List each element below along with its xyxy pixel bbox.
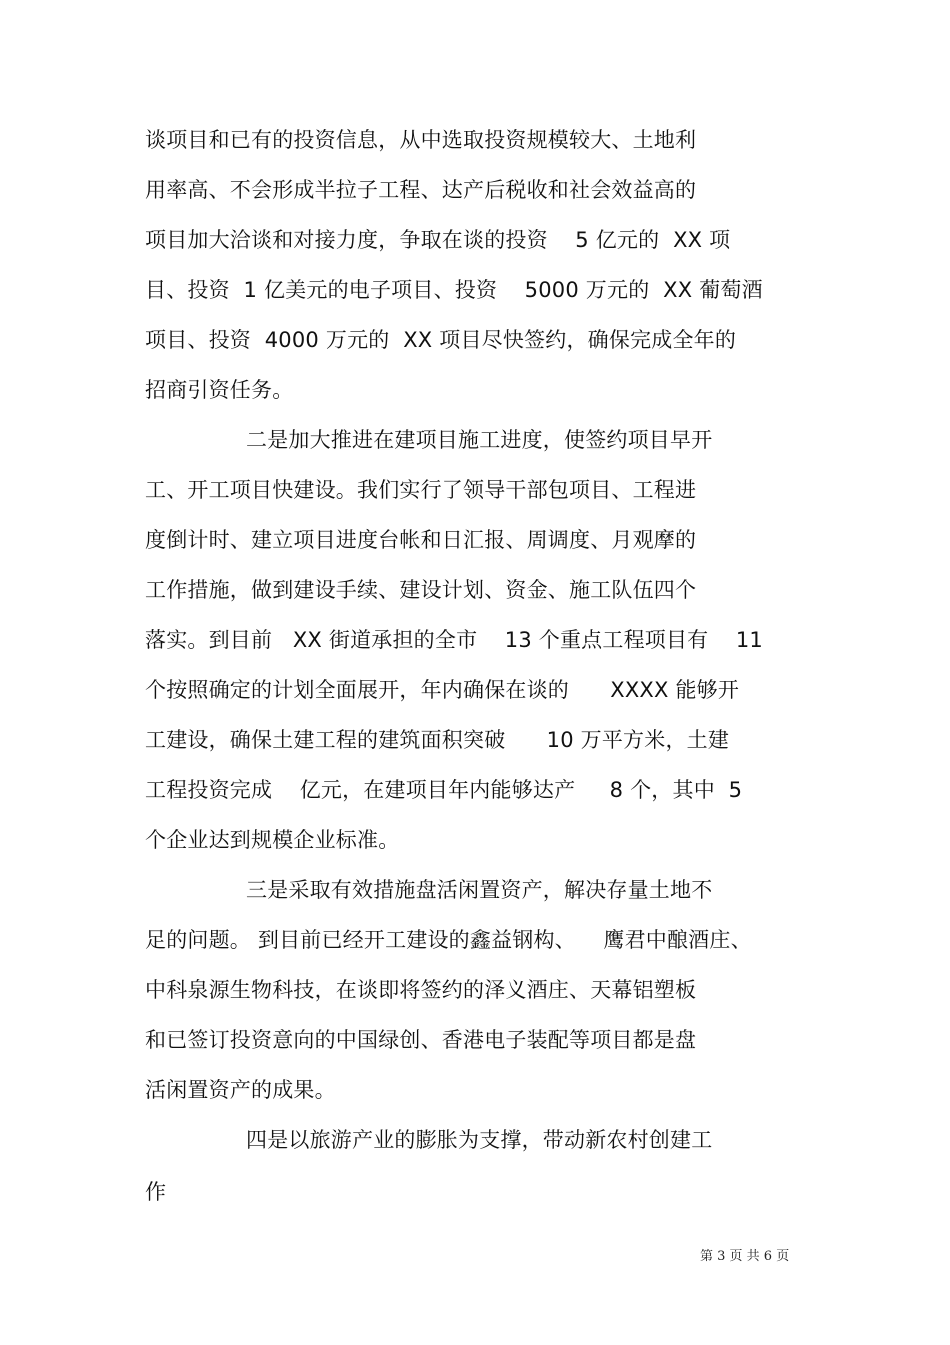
text-line: 项目、投资 4000 万元的 XX 项目尽快签约，确保完成全年的 [145,328,737,352]
text-line: 招商引资任务。 [145,378,294,402]
text-line: 工程投资完成 亿元，在建项目年内能够达产 8 个，其中 5 [145,778,743,802]
text-line: 个按照确定的计划全面展开，年内确保在谈的 XXXX 能够开 [145,678,740,702]
text-line: 作 [145,1180,167,1204]
text-line: 项目加大洽谈和对接力度，争取在谈的投资 5 亿元的 XX 项 [145,228,731,252]
text-line: 和已签订投资意向的中国绿创、香港电子装配等项目都是盘 [145,1028,697,1052]
paragraph-first-line: 四是以旅游产业的膨胀为支撑，带动新农村创建工 [246,1128,713,1152]
text-line: 个企业达到规模企业标准。 [145,828,400,852]
text-line: 度倒计时、建立项目进度台帐和日汇报、周调度、月观摩的 [145,528,697,552]
text-line: 工作措施，做到建设手续、建设计划、资金、施工队伍四个 [145,578,697,602]
text-line: 工、开工项目快建设。我们实行了领导干部包项目、工程进 [145,478,697,502]
page-number-footer: 第 3 页 共 6 页 [700,1249,790,1264]
text-line: 足的问题。 到目前已经开工建设的鑫益钢构、 鹰君中酿酒庄、 [145,928,752,952]
text-line: 活闲置资产的成果。 [145,1078,336,1102]
paragraph-first-line: 三是采取有效措施盘活闲置资产，解决存量土地不 [246,878,713,902]
text-line: 谈项目和已有的投资信息，从中选取投资规模较大、土地利 [145,128,697,152]
text-line: 中科泉源生物科技，在谈即将签约的泽义酒庄、天幕铝塑板 [145,978,697,1002]
text-line: 目、投资 1 亿美元的电子项目、投资 5000 万元的 XX 葡萄酒 [145,278,763,302]
text-line: 工建设，确保土建工程的建筑面积突破 10 万平方米，土建 [145,728,730,752]
paragraph-first-line: 二是加大推进在建项目施工进度，使签约项目早开 [246,428,713,452]
text-line: 落实。到目前 XX 街道承担的全市 13 个重点工程项目有 11 [145,628,763,652]
text-line: 用率高、不会形成半拉子工程、达产后税收和社会效益高的 [145,178,697,202]
